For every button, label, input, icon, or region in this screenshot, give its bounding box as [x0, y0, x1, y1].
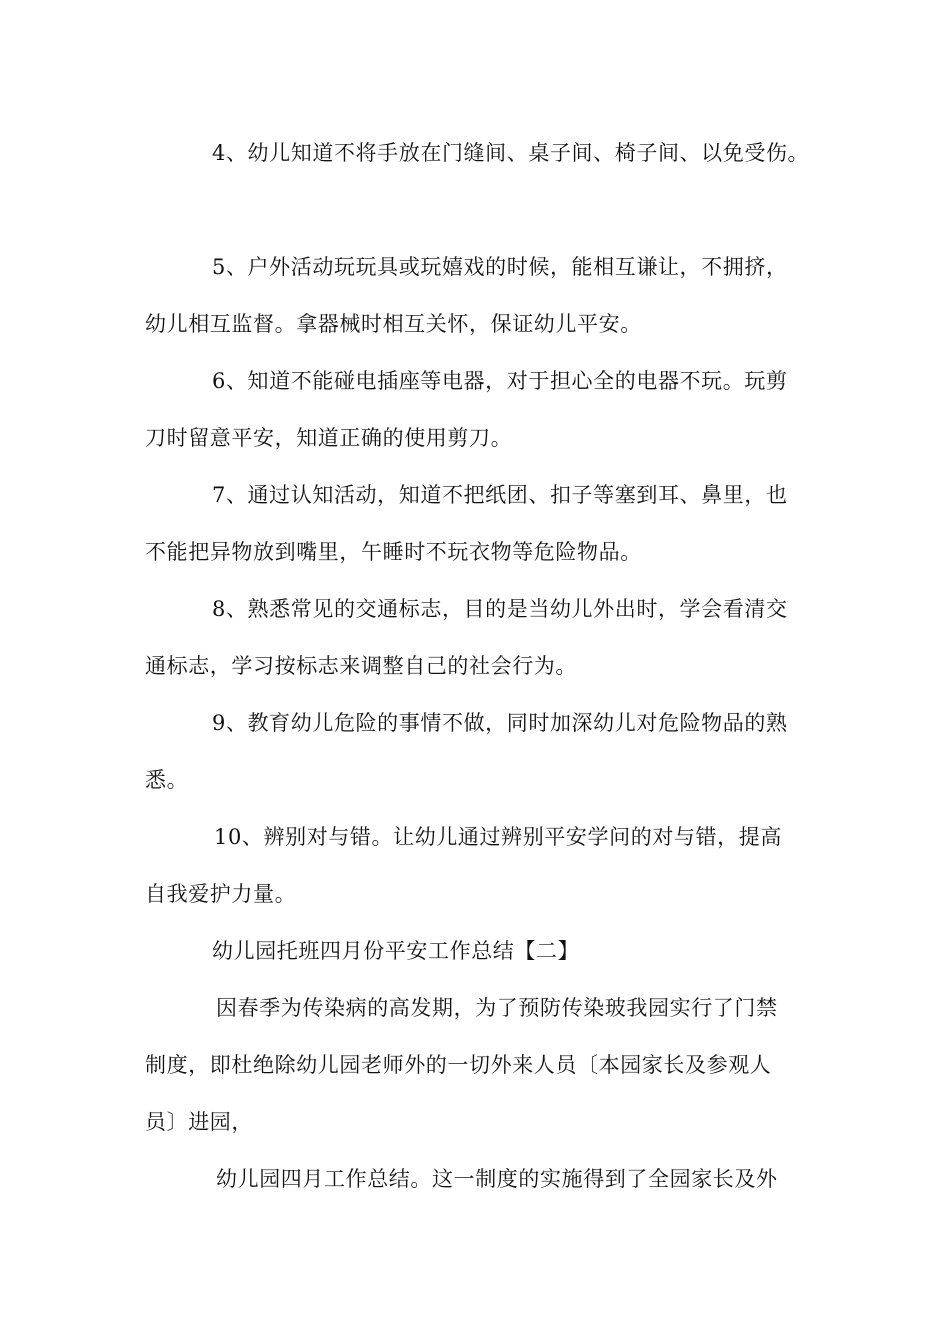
paragraph-5-line-1: 5、户外活动玩玩具或玩嬉戏的时候，能相互谦让，不拥挤， — [212, 255, 788, 279]
section-heading: 幼儿园托班四月份平安工作总结【二】 — [212, 939, 580, 963]
paragraph-12-line-1: 幼儿园四月工作总结。这一制度的实施得到了全园家长及外 — [216, 1167, 778, 1191]
paragraph-8-line-1: 8、熟悉常见的交通标志，目的是当幼儿外出时，学会看清交 — [212, 597, 788, 621]
paragraph-6-line-1: 6、知道不能碰电插座等电器，对于担心全的电器不玩。玩剪 — [212, 369, 788, 393]
paragraph-10-line-2: 自我爱护力量。 — [145, 882, 297, 906]
paragraph-7-line-1: 7、通过认知活动，知道不把纸团、扣子等塞到耳、鼻里，也 — [212, 483, 788, 507]
paragraph-5-line-2: 幼儿相互监督。拿器械时相互关怀，保证幼儿平安。 — [145, 312, 642, 336]
paragraph-9-line-2: 悉。 — [145, 768, 189, 792]
paragraph-8-line-2: 通标志，学习按标志来调整自己的社会行为。 — [145, 654, 577, 678]
paragraph-11-line-2: 制度，即杜绝除幼儿园老师外的一切外来人员〔本园家长及参观人 — [145, 1053, 772, 1077]
paragraph-4-line-1: 4、幼儿知道不将手放在门缝间、桌子间、椅子间、以免受伤。 — [212, 141, 810, 165]
paragraph-6-line-2: 刀时留意平安，知道正确的使用剪刀。 — [145, 426, 513, 450]
paragraph-11-line-1: 因春季为传染病的高发期，为了预防传染玻我园实行了门禁 — [216, 996, 778, 1020]
paragraph-11-line-3: 员〕进园， — [145, 1110, 253, 1134]
paragraph-7-line-2: 不能把异物放到嘴里，午睡时不玩衣物等危险物品。 — [145, 540, 642, 564]
paragraph-9-line-1: 9、教育幼儿危险的事情不做，同时加深幼儿对危险物品的熟 — [212, 711, 788, 735]
paragraph-10-line-1: 10、辨别对与错。让幼儿通过辨别平安学问的对与错，提高 — [214, 825, 782, 849]
